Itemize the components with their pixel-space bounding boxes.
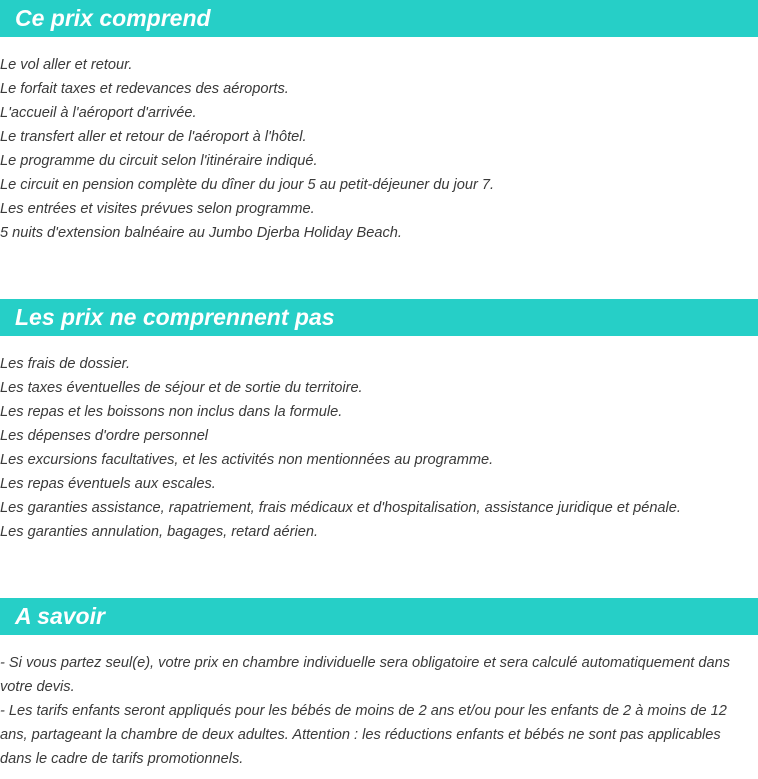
list-item: Les taxes éventuelles de séjour et de sortie du territoire. — [0, 380, 363, 396]
info-paragraph: - Les tarifs enfants seront appliqués pour les bébés de moins de 2 ans et/ou pour les enfants de 2 à moins de 12 ans, partageant la chambre de deux adultes. Attention : les réductions enfants et bébés ne sont pas applicables dans le cadre de tarifs promotionnels. — [0, 703, 727, 767]
included-section — [0, 0, 758, 245]
to-know-text — [0, 651, 758, 771]
section-title-not-included: Les prix ne comprennent pas — [0, 299, 758, 336]
section-title-to-know: A savoir — [0, 598, 758, 635]
list-item: Les excursions facultatives, et les activités non mentionnées au programme. — [0, 452, 494, 468]
included-list — [0, 53, 758, 245]
list-item: Le vol aller et retour. — [0, 57, 133, 73]
not-included-list — [0, 352, 758, 544]
list-item: Les repas éventuels aux escales. — [0, 476, 216, 492]
not-included-section — [0, 299, 758, 544]
to-know-section — [0, 598, 758, 771]
list-item: Le forfait taxes et redevances des aéroports. — [0, 81, 289, 97]
list-item: Le programme du circuit selon l'itinéraire indiqué. — [0, 153, 318, 169]
list-item: Les entrées et visites prévues selon programme. — [0, 201, 315, 217]
list-item: Le transfert aller et retour de l'aéroport à l'hôtel. — [0, 129, 307, 145]
list-item: L'accueil à l'aéroport d'arrivée. — [0, 105, 197, 121]
list-item: Les frais de dossier. — [0, 356, 131, 372]
list-item: Le circuit en pension complète du dîner du jour 5 au petit-déjeuner du jour 7. — [0, 177, 495, 193]
list-item: Les repas et les boissons non inclus dans la formule. — [0, 404, 343, 420]
section-title-included: Ce prix comprend — [0, 0, 758, 37]
list-item: Les dépenses d'ordre personnel — [0, 428, 209, 444]
list-item: Les garanties assistance, rapatriement, frais médicaux et d'hospitalisation, assistance juridique et pénale. — [0, 500, 681, 516]
info-paragraph: - Si vous partez seul(e), votre prix en chambre individuelle sera obligatoire et sera calculé automatiquement dans votre devis. — [0, 655, 731, 695]
list-item: 5 nuits d'extension balnéaire au Jumbo Djerba Holiday Beach. — [0, 225, 402, 241]
list-item: Les garanties annulation, bagages, retard aérien. — [0, 524, 319, 540]
